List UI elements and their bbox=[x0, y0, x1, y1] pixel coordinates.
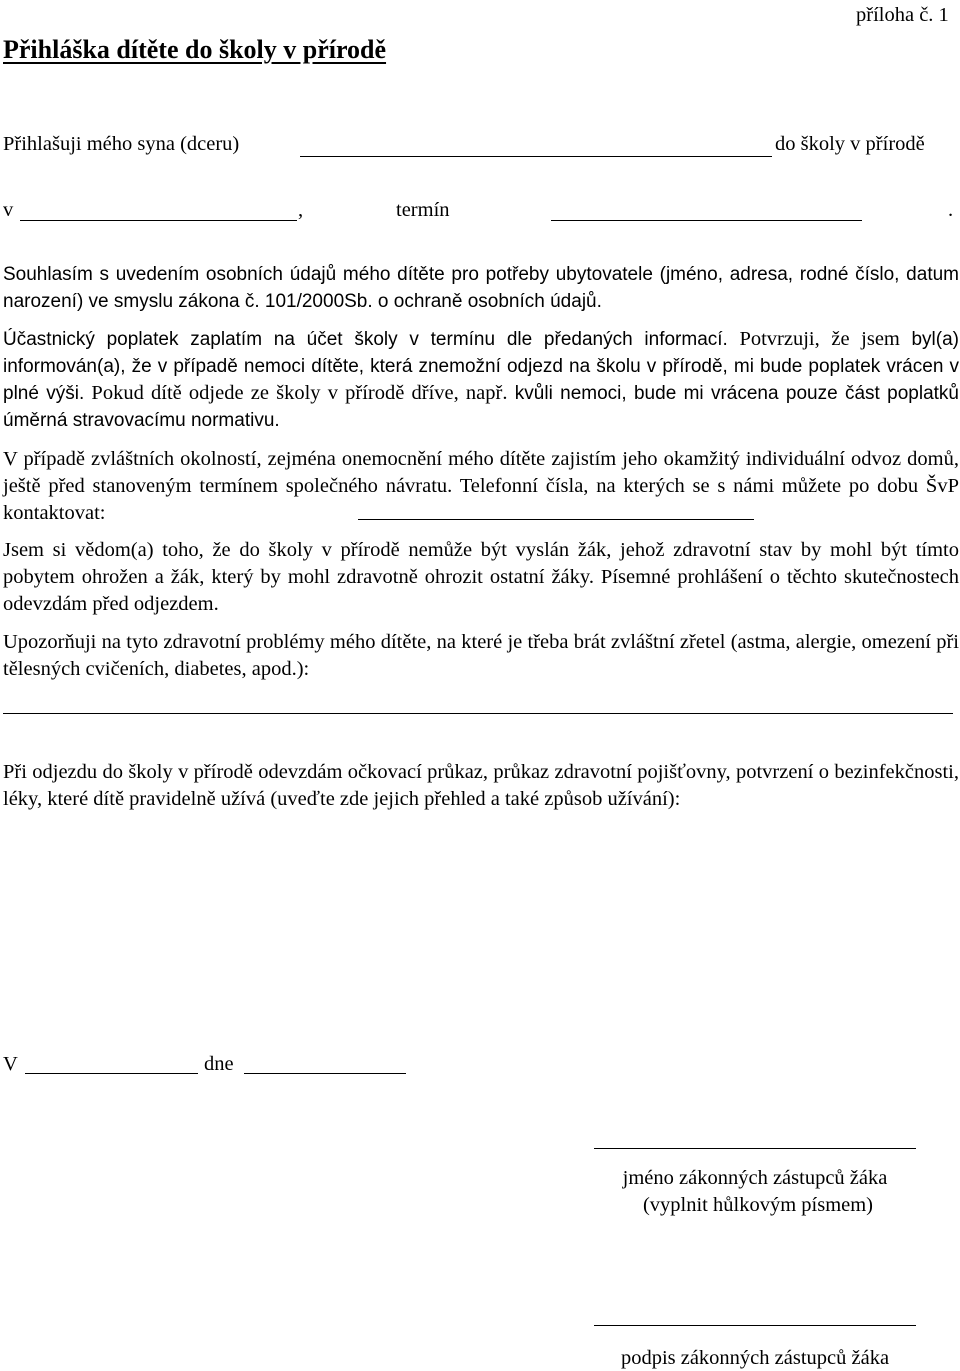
consent-paragraph: Souhlasím s uvedením osobních údajů mého dítěte pro potřeby ubytovatele (jméno, adresa, rodné číslo, datum narození) ve smyslu zákona č. 101/2000Sb. o ochraně osobních údajů. bbox=[3, 264, 959, 312]
fee-text-4: Pokud dítě odjede ze školy v přírodě dříve, např. bbox=[84, 382, 508, 404]
place-prefix: V bbox=[3, 1053, 18, 1075]
health-declaration-paragraph: Jsem si vědom(a) toho, že do školy v přírodě nemůže být vyslán žák, jehož zdravotní stav by mohl být tímto pobytem ohrožen a žák, který by mohl zdravotně ohrozit ostatní žáky. Písemné prohlášení o těchto skutečnostech odevzdám před odjezdem. bbox=[3, 539, 959, 615]
sign-place-field[interactable] bbox=[25, 1073, 198, 1074]
term-field[interactable] bbox=[551, 220, 862, 221]
enroll-line1-suffix: do školy v přírodě bbox=[775, 133, 925, 155]
guardian-signature-field[interactable] bbox=[594, 1325, 916, 1326]
enroll-line2-end: . bbox=[948, 199, 954, 221]
fee-text-2: Potvrzuji, že jsem bbox=[727, 328, 912, 350]
fee-paragraph bbox=[3, 326, 959, 434]
sign-date-field[interactable] bbox=[244, 1073, 406, 1074]
enroll-line2-prefix: v bbox=[3, 199, 14, 221]
health-problems-paragraph: Upozorňuji na tyto zdravotní problémy mého dítěte, na které je třeba brát zvláštní zřetel (astma, alergie, omezení při tělesných cvičeních, diabetes, apod.): bbox=[3, 631, 959, 680]
documents-paragraph: Při odjezdu do školy v přírodě odevzdám očkovací průkaz, průkaz zdravotní pojišťovny, potvrzení o bezinfekčnosti, léky, které dítě pravidelně užívá (uveďte zde jejich přehled a také způsob užívání): bbox=[3, 761, 959, 810]
term-label: termín bbox=[396, 199, 450, 221]
fee-text-1: Účastnický poplatek zaplatím na účet školy v termínu dle předaných informací. bbox=[3, 329, 728, 350]
enroll-line2-comma: , bbox=[298, 199, 304, 221]
health-problems-field[interactable] bbox=[3, 713, 953, 714]
page-title: Přihláška dítěte do školy v přírodě bbox=[3, 35, 387, 64]
guardian-name-field[interactable] bbox=[594, 1148, 916, 1149]
special-circumstances-text: V případě zvláštních okolností, zejména onemocnění mého dítěte zajistím jeho okamžitý individuální odvoz domů, ještě před stanoveným termínem společného návratu. Telefonní čísla, na kterých se s námi můžete po dobu ŠvP kontaktovat: bbox=[3, 448, 959, 524]
place-field[interactable] bbox=[20, 220, 297, 221]
guardian-name-note: (vyplnit hůlkovým písmem) bbox=[642, 1194, 874, 1216]
phone-numbers-field[interactable] bbox=[358, 519, 754, 520]
special-circumstances-paragraph bbox=[3, 446, 959, 527]
guardian-name-label: jméno zákonných zástupců žáka bbox=[622, 1167, 888, 1189]
date-label: dne bbox=[204, 1053, 234, 1075]
guardian-signature-label: podpis zákonných zástupců žáka bbox=[620, 1347, 890, 1369]
child-name-field[interactable] bbox=[300, 156, 772, 157]
annex-label: příloha č. 1 bbox=[856, 4, 949, 26]
fee-text-3: byl(a) informován(a), že v případě nemoci dítěte, která znemožní odjezd na školu v přírodě, mi bude poplatek vrácen v plné výši. bbox=[3, 329, 959, 404]
fee-text-5: kvůli nemoci, bude mi vrácena pouze část poplatků úměrná stravovacímu normativu. bbox=[3, 383, 959, 431]
enroll-line1-prefix: Přihlašuji mého syna (dceru) bbox=[3, 133, 240, 155]
